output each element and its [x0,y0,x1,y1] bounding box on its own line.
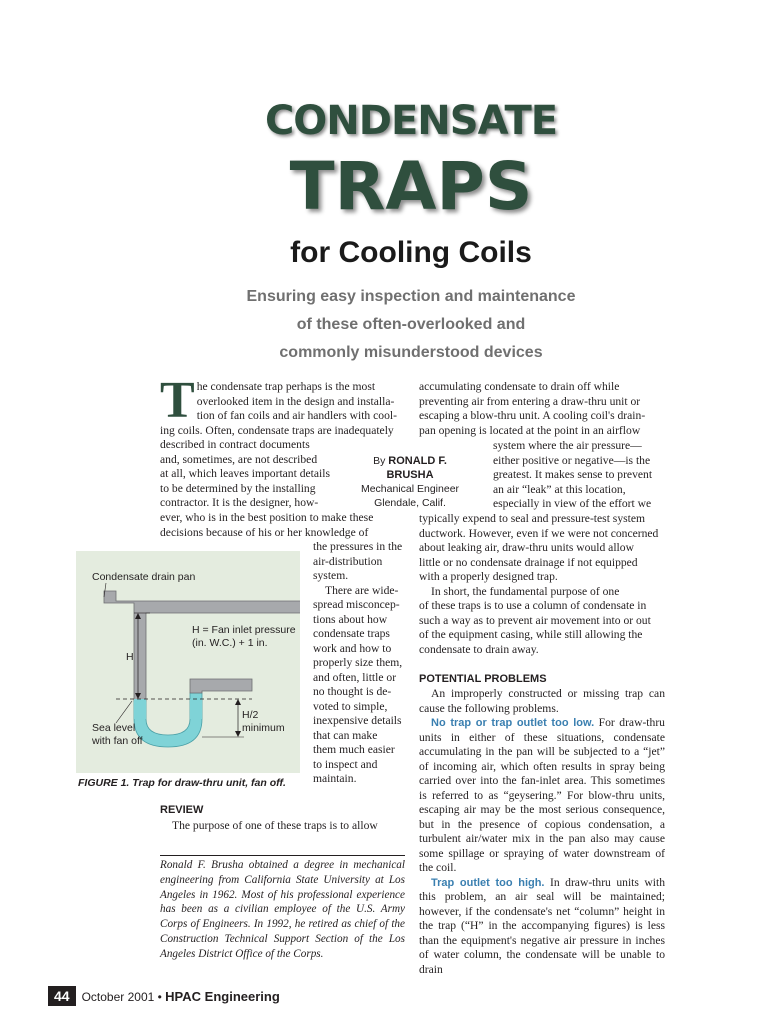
text-line: maintain. [313,772,357,785]
text-line: tions about how [313,612,388,626]
column-1-top [160,372,405,438]
text-line: about leaking air, draw-thru units would allow [419,541,634,554]
problem-2 [419,876,665,978]
text-line: overlooked item in the design and installa- [196,394,395,408]
label-h2-1: H/2 [242,709,259,721]
headline-traps: TRAPS [289,148,533,225]
text-line: condensate traps [313,627,390,640]
page-number: 44 [48,986,76,1006]
headline-condensate: CONDENSATE [264,98,558,144]
text-line: accumulating condensate to drain off while [419,380,620,393]
problems-heading: POTENTIAL PROBLEMS [419,673,547,685]
text-line: tion of fan coils and air handlers with cool- [196,409,397,422]
author-location: Glendale, Calif. [374,497,446,509]
label-h-formula-1: H = Fan inlet pressure [192,624,296,636]
text-line: In short, the fundamental purpose of one [431,584,620,598]
text-line: decisions because of his or her knowledge of [160,525,369,539]
author-title: Mechanical Engineer [360,483,460,495]
problems-intro: An improperly constructed or missing trap can cause the following problems. [419,687,665,715]
footer-bullet: • [154,989,166,1004]
text-line: ever, who is in the best position to make these [160,511,374,524]
label-sea-level-1: Sea level [92,722,136,734]
text-line: at all, which leaves important details [160,467,330,480]
text-line: especially in view of the effort we [493,497,652,510]
text-line: and often, little or [313,670,397,684]
text-line: air-distribution [313,554,383,568]
footer-magazine: HPAC Engineering [165,988,280,1004]
water-left-leg [134,699,146,719]
text-line: the pressures in the [313,540,403,553]
text-line: typically expend to seal and pressure-test system [419,512,646,525]
text-line: he condensate trap perhaps is the most [196,380,376,393]
text-line: little or no condensate drainage if not equipped [419,555,638,569]
text-line: an air “leak” at this location, [493,482,626,496]
footer-date: October 2001 [81,989,155,1004]
text-line: ing coils. Often, condensate traps are inadequately [160,423,394,437]
folio [48,985,280,1007]
text-line: of these traps is to use a column of condensate in [419,599,647,612]
column-2-mid [419,512,665,657]
figure-1 [76,551,300,773]
label-drain-pan: Condensate drain pan [92,571,196,583]
footer-text [82,989,280,1004]
text-line: escaping a blow-thru unit. A cooling coil's drain- [419,409,646,422]
drop-cap: T [160,372,195,429]
text-line: that can make [313,728,378,742]
author-name: RONALD F. BRUSHA [386,455,447,481]
author-bio: Ronald F. Brusha obtained a degree in mechanical engineering from California State University at Los Angeles in 1962. Most of his professional experience has been as a civilian employee of the U.S. Army Corps of Engineers. In 1992, he retired as chief of the Construction Technical Support Section of the Los Angeles District Office of the Corps. [160,859,405,960]
deck-line: of these often-overlooked and [296,316,526,333]
byline-by: By [373,455,389,467]
label-h: H [126,651,134,663]
text-line: contractor. It is the designer, how- [160,496,319,509]
text-line: such a way as to prevent air movement into or out [419,613,651,627]
deck-line: Ensuring easy inspection and maintenance [246,288,576,305]
problem-1 [419,716,665,876]
byline [350,454,470,510]
deck [0,283,768,367]
text-line: no thought is de- [313,685,392,698]
text-line: and, sometimes, are not described [160,452,318,466]
column-2-top [419,380,665,438]
text-line: voted to simple, [313,699,388,713]
text-line: spread misconcep- [313,598,400,611]
figure-caption: FIGURE 1. Trap for draw-thru unit, fan off. [78,777,286,789]
headline-subtitle: for Cooling Coils [290,236,532,269]
text-line: to inspect and [313,757,378,771]
text-line: inexpensive details [313,714,402,727]
text-line: described in contract documents [160,438,310,451]
label-h2-2: minimum [242,722,285,734]
text-line: either positive or negative—is the [493,453,651,467]
bio-rule [160,855,405,856]
column-1-continue [160,511,405,540]
column-1-narrow [160,438,340,511]
problem-2-text: In draw-thru units with this problem, an air seal will be maintained; however, if the condensate's net “column” height in the trap (“H” in the accompanying figures) is less than the equipment's negative air pressure in inches of water column, the condensate will be unable to drain [419,875,665,976]
label-h-formula-2: (in. W.C.) + 1 in. [192,637,268,649]
text-line: them much easier [313,743,395,756]
text-line: system where the air pressure— [493,439,642,452]
problem-1-runin: No trap or trap outlet too low. [431,717,595,729]
water-right-leg [190,699,202,719]
text-line: to be determined by the installing [160,481,316,495]
outlet-pipe [190,679,252,693]
text-line: There are wide- [325,583,399,597]
deck-line: commonly misunderstood devices [279,344,543,361]
review-heading: REVIEW [160,804,204,816]
text-line: of the equipment casing, while still allowing the [419,628,643,641]
column-1-side [313,540,405,787]
problem-1-text: For draw-thru units in either of these situations, condensate accumulating in the pan will be subjected to a “jet” of incoming air, which often results in spray being carried over into the fan-inlet area. This sometimes is referred to as “geysering.” For blow-thru units, escaping air may be the most serious consequence, but in the presence of copious condensation, a turbulent air/water mix in the pan also may cause some spillage or spraying of water downstream of the coil. [419,716,665,874]
text-line: with a properly designed trap. [419,570,558,583]
column-2-problems [419,687,665,977]
problem-2-runin: Trap outlet too high. [431,876,545,889]
column-2-indent [493,439,665,512]
label-sea-level-2: with fan off [92,735,143,747]
text-line: preventing air from entering a draw-thru unit or [419,394,641,408]
text-line: pan opening is located at the point in an airflow [419,423,641,437]
text-line: properly size them, [313,656,403,669]
text-line: condensate to drain away. [419,642,539,656]
review-text: The purpose of one of these traps is to allow [172,819,378,832]
text-line: greatest. It makes sense to prevent [493,468,653,481]
text-line: ductwork. However, even if we were not concerned [419,526,659,540]
text-line: system. [313,569,349,582]
text-line: work and how to [313,641,392,655]
